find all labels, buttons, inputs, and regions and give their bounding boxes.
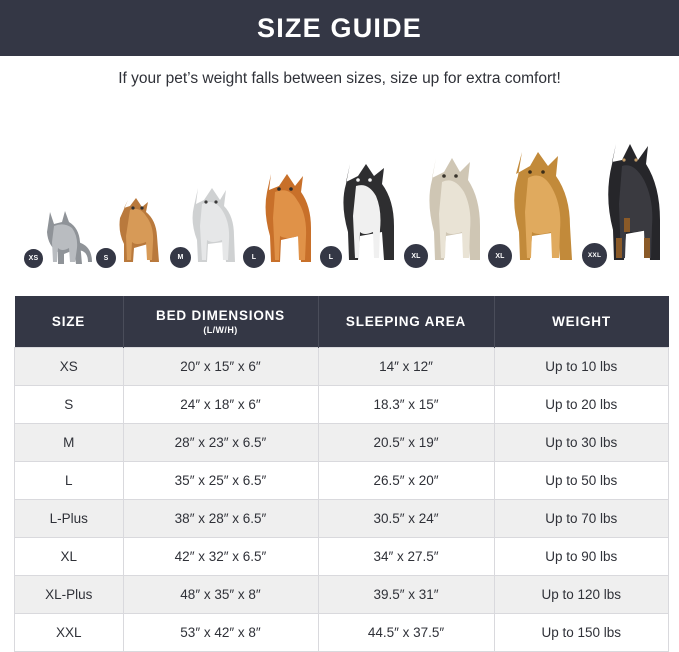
cell-bed: 53″ x 42″ x 8″ [123, 614, 318, 652]
cell-weight: Up to 120 lbs [494, 576, 669, 614]
cell-size: L [15, 462, 124, 500]
table-row [15, 462, 669, 500]
cell-size: XL [15, 538, 124, 576]
cell-sleeping: 18.3″ x 15″ [318, 386, 494, 424]
size-table-body [15, 348, 669, 652]
page-title: SIZE GUIDE [256, 13, 423, 43]
table-row [15, 538, 669, 576]
table-row [15, 386, 669, 424]
cell-bed: 20″ x 15″ x 6″ [123, 348, 318, 386]
header-bed-dimensions [123, 296, 318, 348]
size-badge-m: M [168, 245, 193, 270]
size-badge-l2: L [318, 244, 344, 270]
cell-bed: 48″ x 35″ x 8″ [123, 576, 318, 614]
header-sleeping-area [318, 296, 494, 348]
cell-size: L-Plus [15, 500, 124, 538]
cell-size: XXL [15, 614, 124, 652]
cell-weight: Up to 50 lbs [494, 462, 669, 500]
cell-weight: Up to 70 lbs [494, 500, 669, 538]
cell-size: M [15, 424, 124, 462]
pet-figure-l2 [330, 160, 404, 270]
table-row [15, 576, 669, 614]
cell-bed: 35″ x 25″ x 6.5″ [123, 462, 318, 500]
size-table-head [15, 296, 669, 348]
cell-sleeping: 44.5″ x 37.5″ [318, 614, 494, 652]
cell-sleeping: 30.5″ x 24″ [318, 500, 494, 538]
size-badge-l1: L [241, 244, 267, 270]
pet-figure-m [177, 182, 242, 270]
size-badge-s: S [94, 246, 118, 270]
cell-bed: 38″ x 28″ x 6.5″ [123, 500, 318, 538]
cell-weight: Up to 20 lbs [494, 386, 669, 424]
size-table [14, 296, 669, 652]
pet-figure-l1 [253, 170, 317, 270]
header-size [15, 296, 124, 348]
table-header-row [15, 296, 669, 348]
table-row [15, 500, 669, 538]
pet-figure-xs [28, 202, 96, 270]
header-weight [494, 296, 669, 348]
pet-silhouette-row [0, 130, 679, 270]
cell-sleeping: 39.5″ x 31″ [318, 576, 494, 614]
cell-sleeping: 34″ x 27.5″ [318, 538, 494, 576]
cell-size: XL-Plus [15, 576, 124, 614]
cell-weight: Up to 150 lbs [494, 614, 669, 652]
size-badge-xl2: XL [486, 242, 514, 270]
size-badge-xxl: XXL [580, 241, 609, 270]
cell-weight: Up to 10 lbs [494, 348, 669, 386]
cell-sleeping: 26.5″ x 20″ [318, 462, 494, 500]
pet-figure-xl1 [411, 154, 490, 270]
cell-sleeping: 20.5″ x 19″ [318, 424, 494, 462]
header-weight-label: WEIGHT [552, 314, 611, 329]
header-sleeping-label: SLEEPING AREA [345, 314, 467, 329]
table-row [15, 424, 669, 462]
cell-size: XS [15, 348, 124, 386]
cell-bed: 24″ x 18″ x 6″ [123, 386, 318, 424]
size-badge-xs: XS [22, 247, 45, 270]
cell-weight: Up to 90 lbs [494, 538, 669, 576]
pet-figure-s [103, 192, 166, 270]
cell-bed: 42″ x 32″ x 6.5″ [123, 538, 318, 576]
header-size-label: SIZE [51, 314, 86, 329]
header-bed-sublabel: (L/W/H) [203, 325, 238, 335]
cell-size: S [15, 386, 124, 424]
cell-sleeping: 14″ x 12″ [318, 348, 494, 386]
size-badge-xl1: XL [402, 242, 430, 270]
pet-figure-xl2 [495, 148, 582, 270]
size-table-wrapper [14, 296, 665, 652]
table-row [15, 614, 669, 652]
cell-bed: 28″ x 23″ x 6.5″ [123, 424, 318, 462]
header-bed-label: BED DIMENSIONS [156, 308, 285, 323]
subtitle-text: If your pet’s weight falls between sizes, size up for extra comfort! [118, 70, 561, 87]
cell-weight: Up to 30 lbs [494, 424, 669, 462]
table-row [15, 348, 669, 386]
pet-figure-xxl [587, 142, 668, 270]
